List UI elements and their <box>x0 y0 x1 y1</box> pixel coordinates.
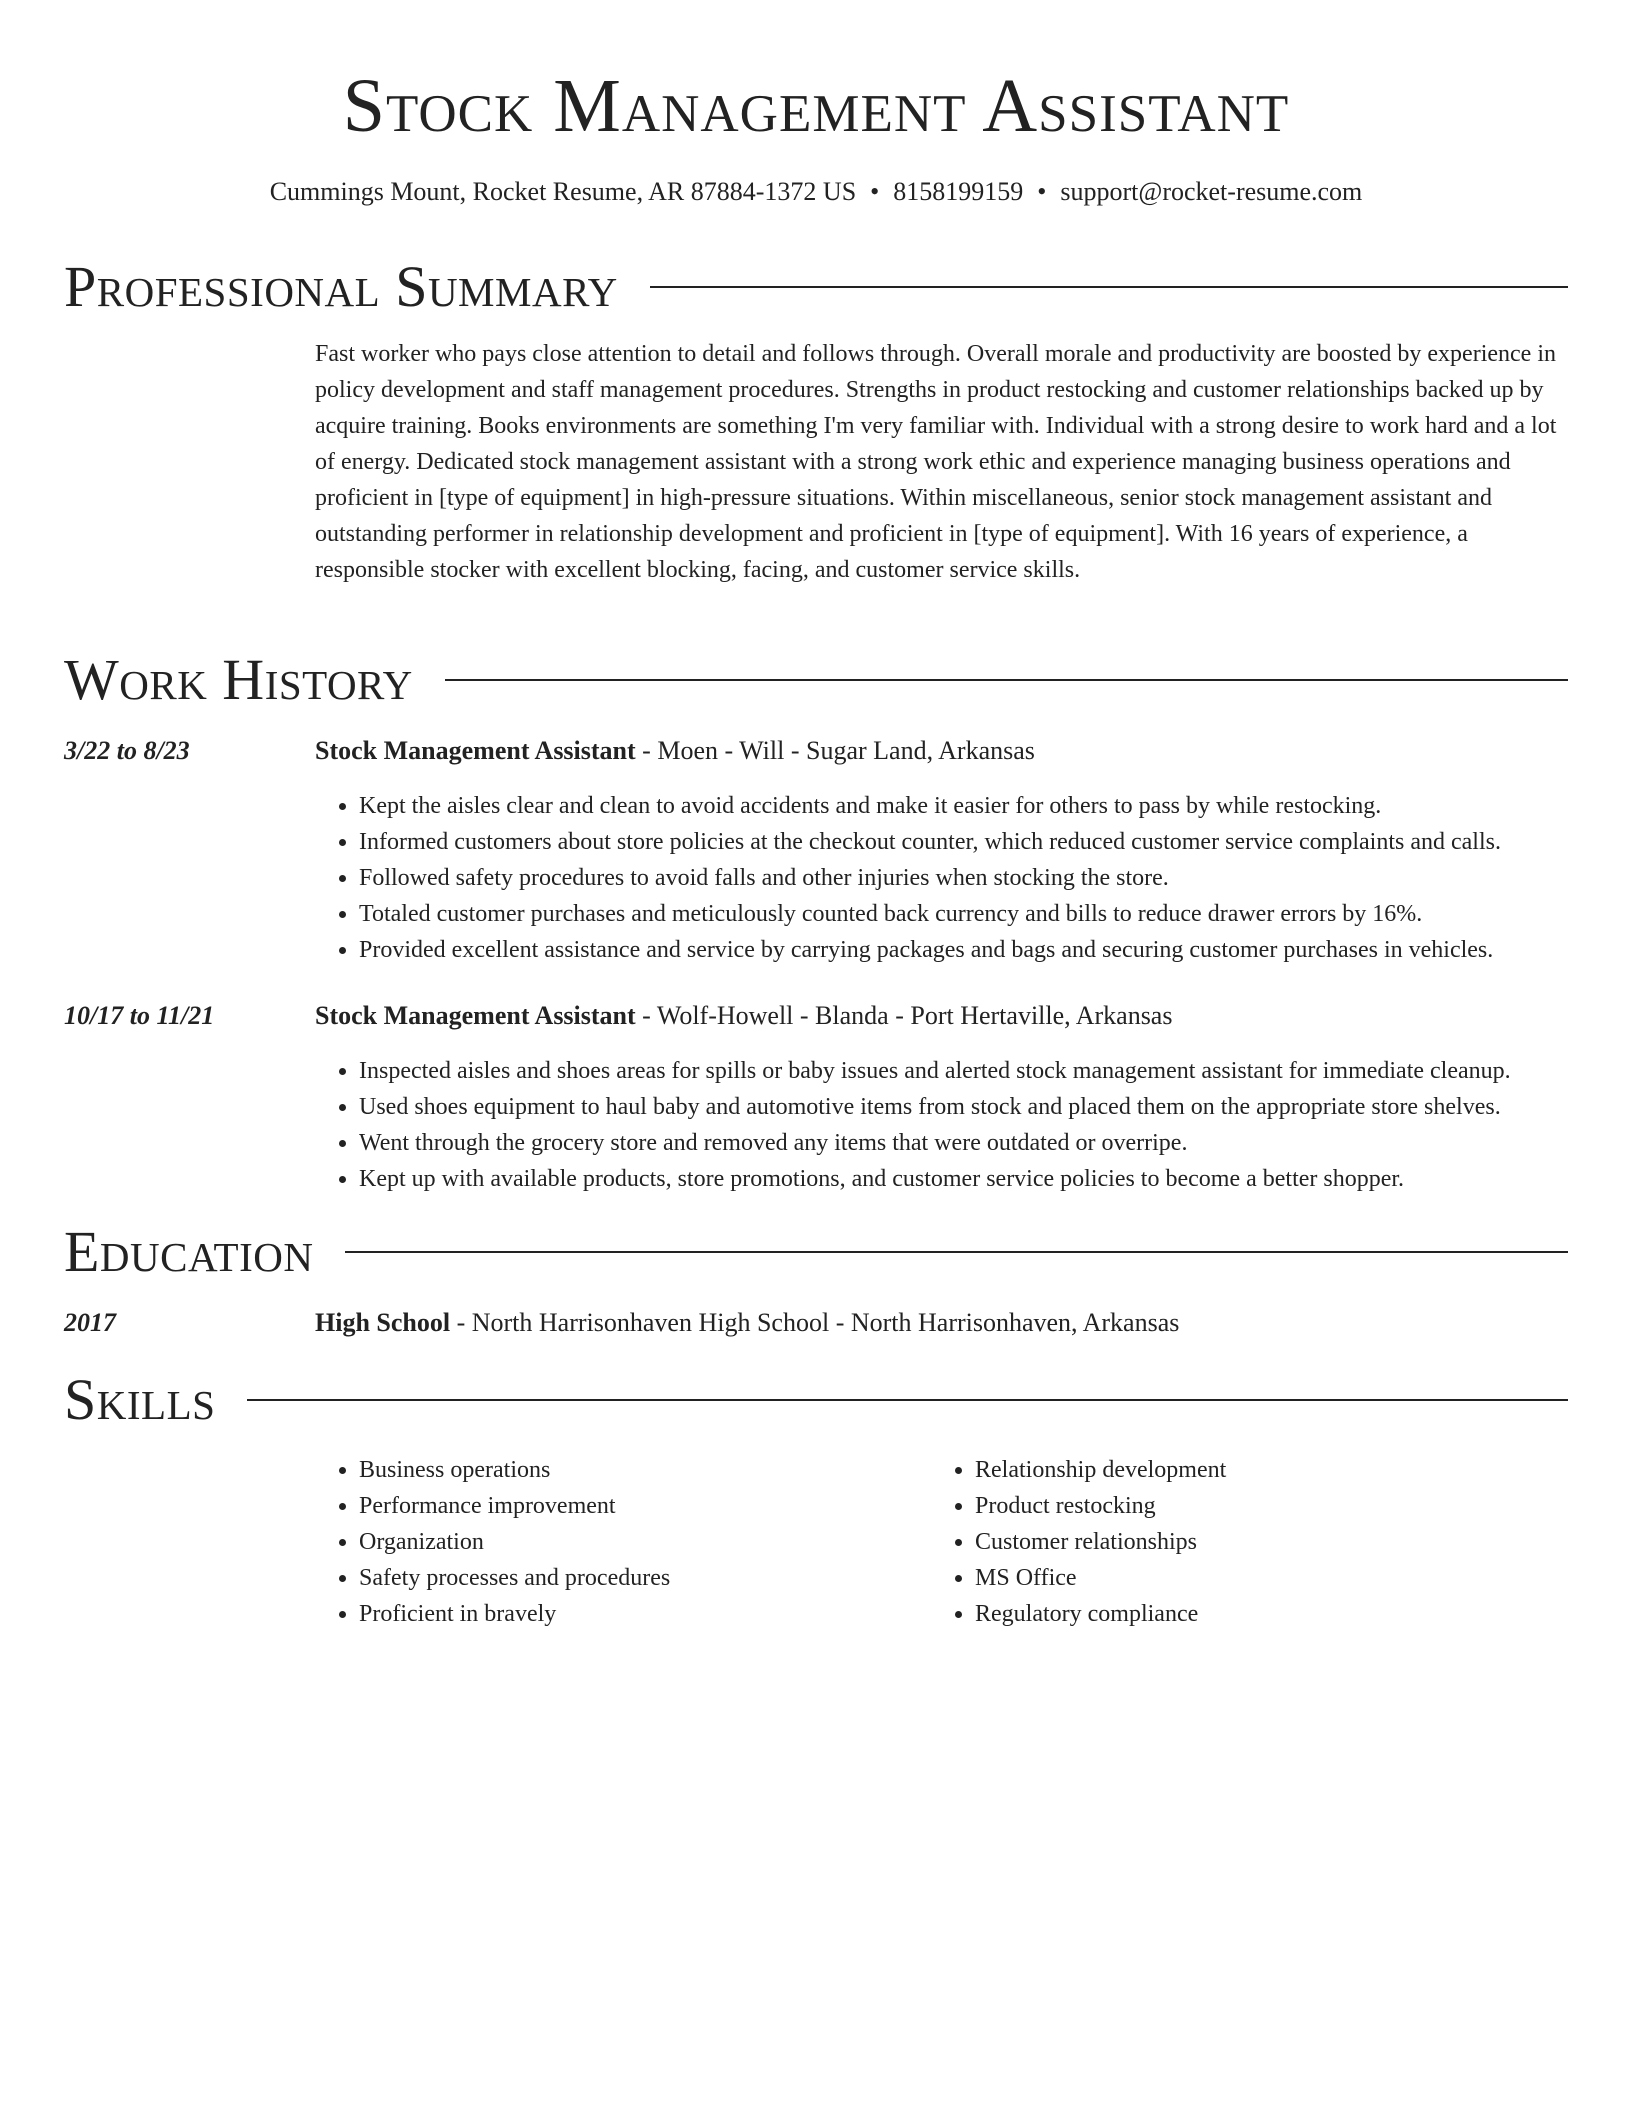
job-bullets <box>315 1053 1612 1197</box>
separator-dot: • <box>870 177 880 206</box>
section-heading: Professional Summary <box>64 254 618 319</box>
education-line <box>315 1305 1568 1341</box>
list-item: • Kept up with available products, store promotions, and customer service policies to become a better shopper. <box>359 1161 1612 1197</box>
candidate-name: Stock Management Assistant <box>342 64 1290 148</box>
skill-item: • Business operations <box>359 1452 929 1488</box>
list-item: • Kept the aisles clear and clean to avoid accidents and make it easier for others to pass by while restocking. <box>359 788 1612 824</box>
job-title: Stock Management Assistant <box>315 1001 636 1030</box>
separator-dot: • <box>1037 177 1047 206</box>
section-divider <box>247 1399 1568 1401</box>
job-details: - Moen - Will - Sugar Land, Arkansas <box>635 736 1035 765</box>
degree: High School <box>315 1308 451 1337</box>
job-dates: 10/17 to 11/21 <box>64 1001 215 1030</box>
summary-section-header <box>64 252 1568 322</box>
skill-item: • Customer relationships <box>975 1524 1545 1560</box>
section-divider <box>345 1251 1568 1253</box>
summary-text: Fast worker who pays close attention to detail and follows through. Overall morale and productivity are boosted by experience in policy development and staff management procedures. Strengths in product restocking and customer relationships backed up by acquire training. Books environments are something I'm very familiar with. Individual with a strong desire to work hard and a lot of energy. Dedicated stock management assistant with a strong work ethic and experience managing business operations and proficient in [type of equipment] in high-pressure situations. Within miscellaneous, senior stock management assistant and outstanding performer in relationship development and proficient in [type of equipment]. With 16 years of experience, a responsible stocker with excellent blocking, facing, and customer service skills. <box>315 341 1557 583</box>
job-title-line <box>315 998 1568 1034</box>
address: Cummings Mount, Rocket Resume, AR 87884-1372 US <box>269 177 857 206</box>
education-year: 2017 <box>64 1308 116 1337</box>
skill-item: • Safety processes and procedures <box>359 1560 929 1596</box>
job-details: - Wolf-Howell - Blanda - Port Hertaville, Arkansas <box>635 1001 1173 1030</box>
list-item: • Went through the grocery store and removed any items that were outdated or overripe. <box>359 1125 1612 1161</box>
skills-list-left <box>315 1452 929 1632</box>
job-bullets <box>315 788 1612 968</box>
school-details: - North Harrisonhaven High School - North Harrisonhaven, Arkansas <box>450 1308 1180 1337</box>
job-title-line <box>315 733 1568 769</box>
skills-list-right <box>931 1452 1545 1632</box>
list-item: • Used shoes equipment to haul baby and automotive items from stock and placed them on the appropriate store shelves. <box>359 1089 1612 1125</box>
skill-item: • Proficient in bravely <box>359 1596 929 1632</box>
list-item: • Informed customers about store policies at the checkout counter, which reduced customer service complaints and calls. <box>359 824 1612 860</box>
section-heading: Education <box>64 1219 314 1284</box>
skills-section-header <box>64 1365 1568 1435</box>
education-section-header <box>64 1217 1568 1287</box>
list-item: • Inspected aisles and shoes areas for spills or baby issues and alerted stock management assistant for immediate cleanup. <box>359 1053 1612 1089</box>
skill-item: • Regulatory compliance <box>975 1596 1545 1632</box>
work-section-header <box>64 645 1568 715</box>
skill-item: • Product restocking <box>975 1488 1545 1524</box>
skill-item: • Performance improvement <box>359 1488 929 1524</box>
skill-item: • MS Office <box>975 1560 1545 1596</box>
email-link[interactable]: support@rocket-resume.com <box>1060 177 1363 206</box>
list-item: • Followed safety procedures to avoid falls and other injuries when stocking the store. <box>359 860 1612 896</box>
job-dates: 3/22 to 8/23 <box>64 736 190 765</box>
job-title: Stock Management Assistant <box>315 736 636 765</box>
section-heading: Work History <box>64 647 413 712</box>
section-divider <box>445 679 1568 681</box>
contact-line <box>64 172 1568 212</box>
skill-item: • Organization <box>359 1524 929 1560</box>
phone: 8158199159 <box>893 177 1024 206</box>
skill-item: • Relationship development <box>975 1452 1545 1488</box>
list-item: • Provided excellent assistance and service by carrying packages and bags and securing customer purchases in vehicles. <box>359 932 1612 968</box>
section-divider <box>650 286 1568 288</box>
section-heading: Skills <box>64 1367 216 1432</box>
list-item: • Totaled customer purchases and meticulously counted back currency and bills to reduce drawer errors by 16%. <box>359 896 1612 932</box>
